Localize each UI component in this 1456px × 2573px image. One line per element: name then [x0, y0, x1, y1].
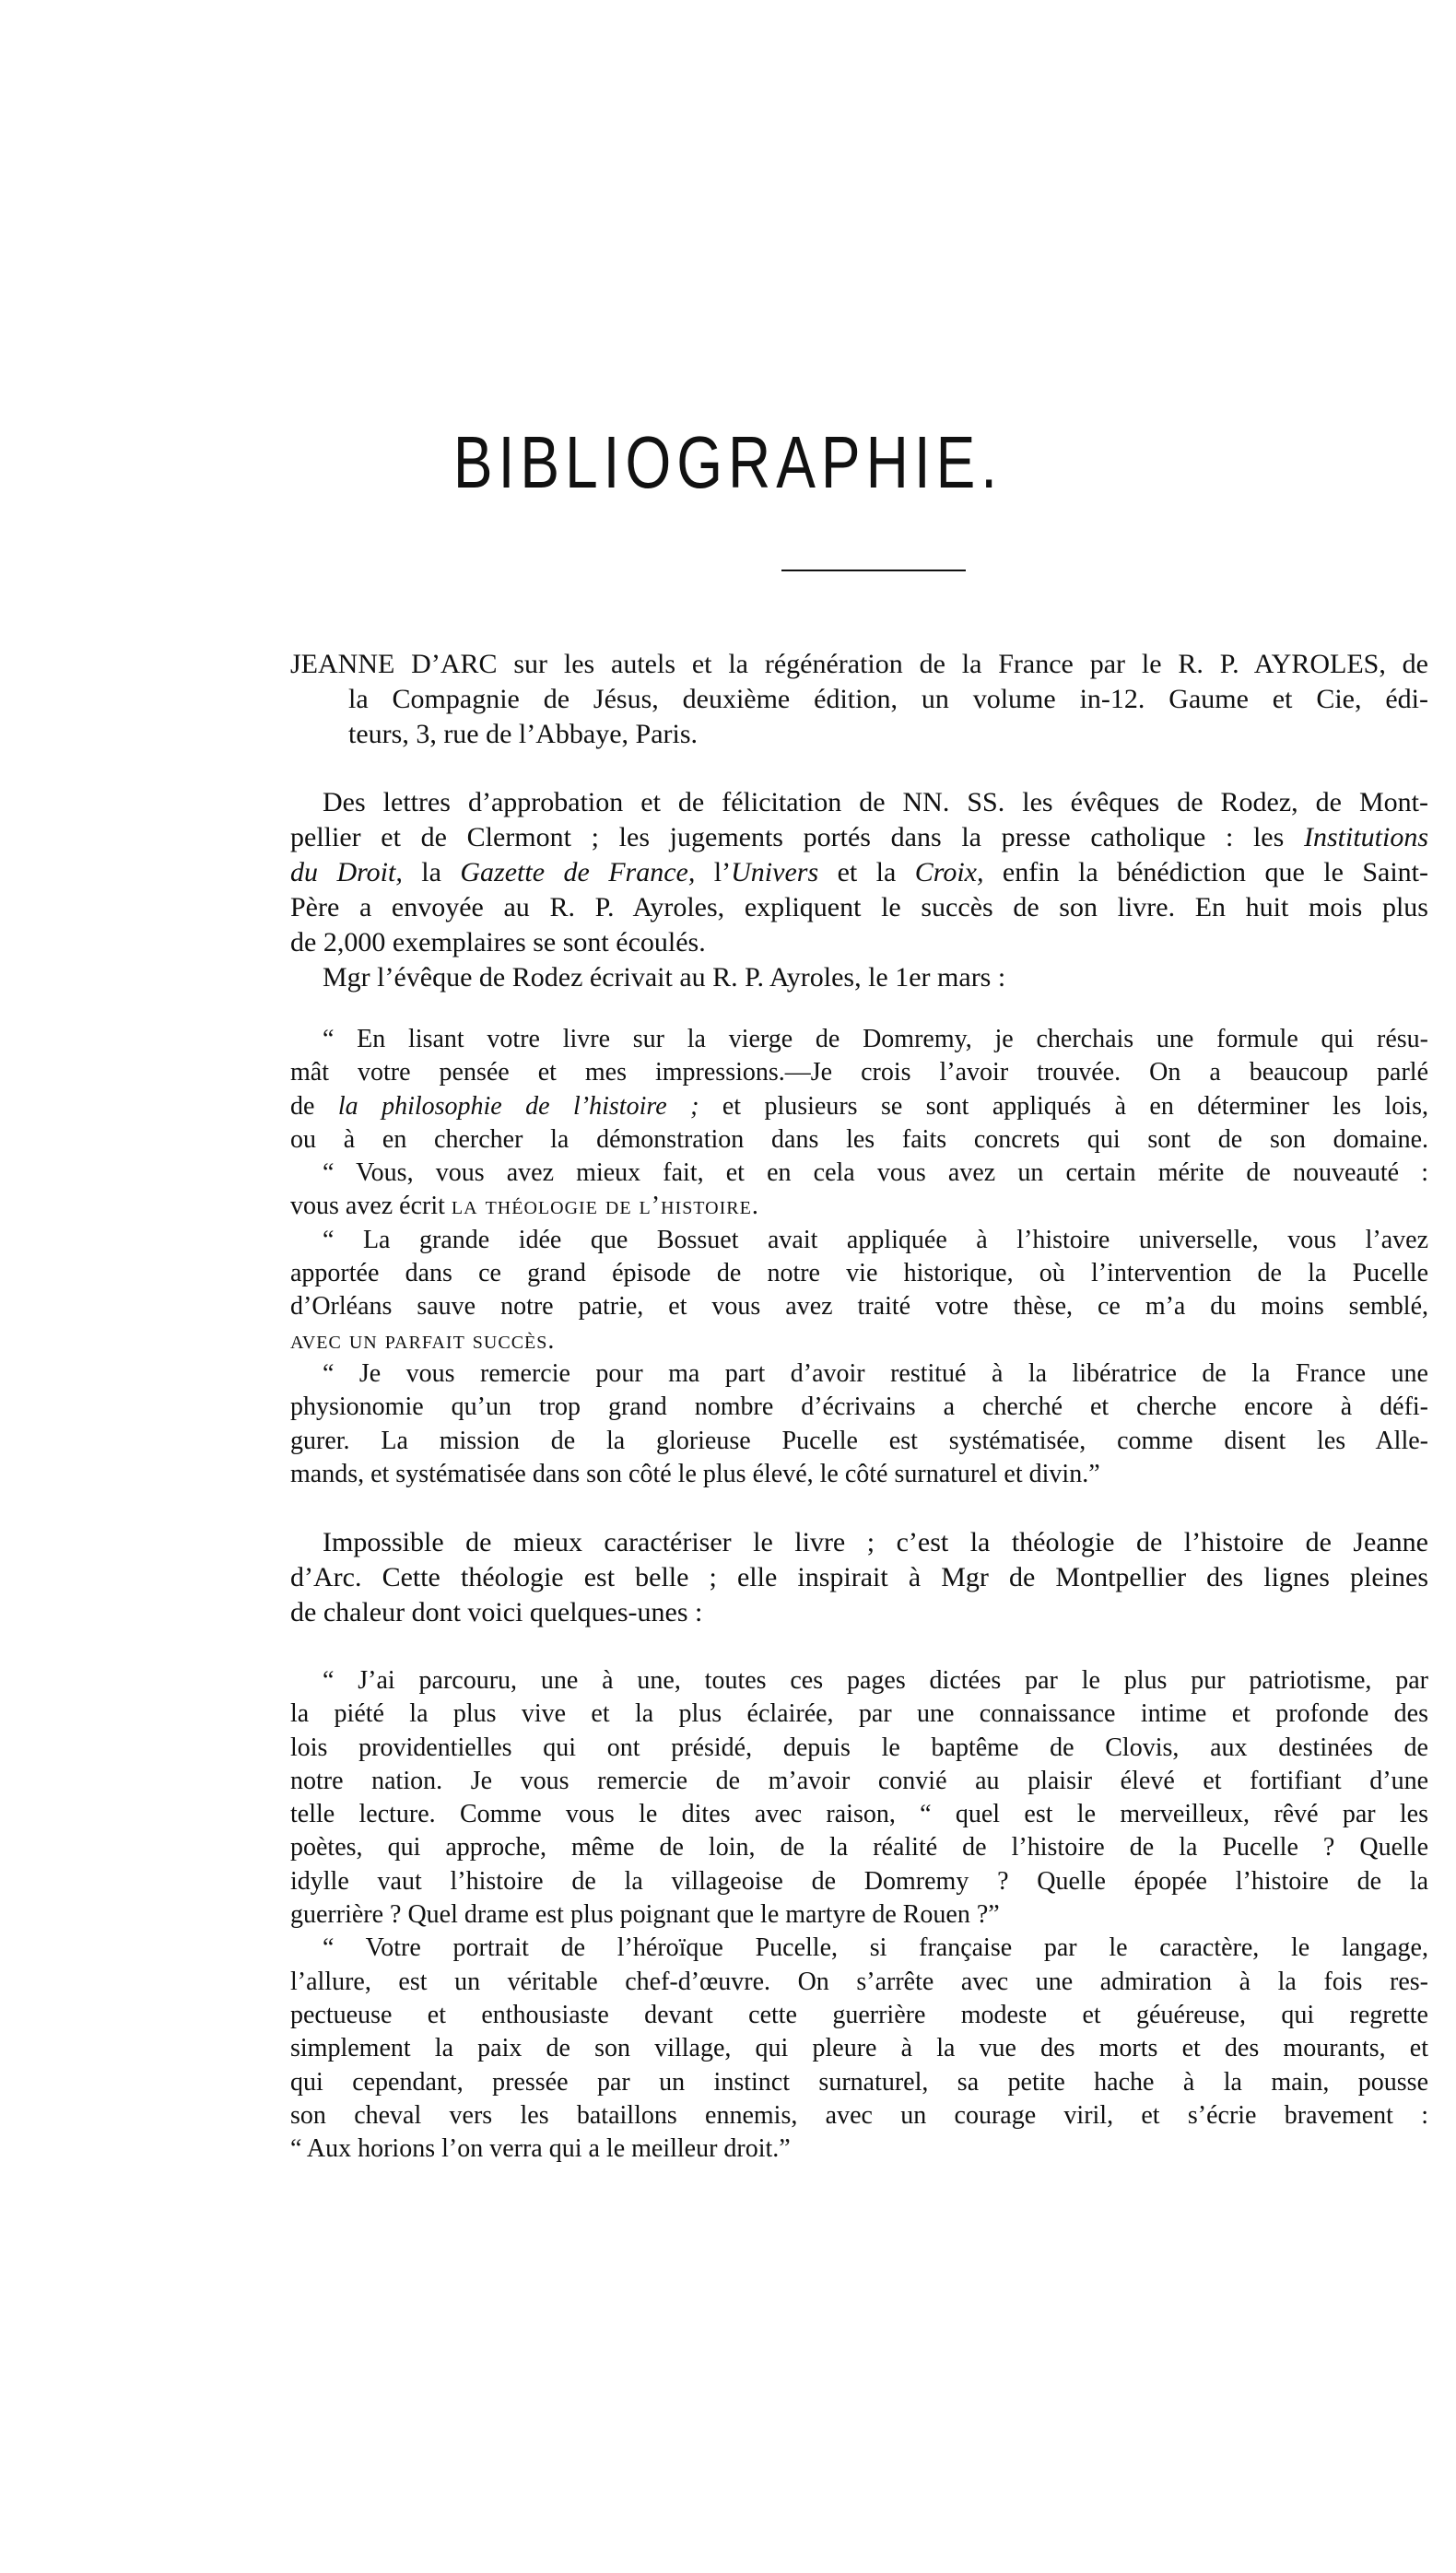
quote-line: vous avez écrit la théologie de l’histoire. — [290, 1192, 759, 1221]
paragraph-line: Impossible de mieux caractériser le livre ; c’est la théologie de l’histoire de Jeanne — [323, 1527, 1428, 1557]
quote-line: “ En lisant votre livre sur la vierge de Domremy, je cherchais une formule qui résu- — [323, 1025, 1428, 1053]
quote-line: notre nation. Je vous remercie de m’avoir convié au plaisir élevé et fortifiant d’une — [290, 1766, 1428, 1795]
quote-line: “ Votre portrait de l’héroïque Pucelle, si française par le caractère, le langage, — [323, 1933, 1428, 1963]
paragraph-line: pellier et de Clermont ; les jugements portés dans la presse catholique : les Institutions — [290, 822, 1429, 852]
paragraph-line: de chaleur dont voici quelques-unes : — [290, 1597, 703, 1627]
quote-line: “ Vous, vous avez mieux fait, et en cela vous avez un certain mérite de nouveauté : — [323, 1158, 1428, 1188]
paragraph-line: de 2,000 exemplaires se sont écoulés. — [290, 927, 706, 958]
quote-line: apportée dans ce grand épisode de notre vie historique, où l’intervention de la Pucelle — [290, 1259, 1428, 1288]
mgr-line: Mgr l’évêque de Rodez écrivait au R. P. Ayroles, le 1er mars : — [323, 962, 1006, 993]
quote-line: idylle vaut l’histoire de la villageoise de Domremy ? Quelle épopée l’histoire de la — [290, 1866, 1428, 1896]
paragraph-line: d’Arc. Cette théologie est belle ; elle inspirait à Mgr de Montpellier des lignes pleines — [290, 1562, 1428, 1592]
title-divider — [781, 570, 966, 571]
quote-line: guerrière ? Quel drame est plus poignant que le martyre de Rouen ?” — [290, 1900, 1000, 1930]
quote-line: “ Aux horions l’on verra qui a le meilleur droit.” — [290, 2134, 791, 2164]
quote-line: physionomie qu’un trop grand nombre d’écrivains a cherché et cherche encore à défi- — [290, 1392, 1428, 1422]
quote-line: mât votre pensée et mes impressions.—Je crois l’avoir trouvée. On a beaucoup parlé — [290, 1058, 1428, 1087]
quotation-montpellier — [290, 1664, 1428, 2166]
quote-line: d’Orléans sauve notre patrie, et vous avez traité votre thèse, ce m’a du moins semblé, — [290, 1292, 1428, 1322]
quote-line: pectueuse et enthousiaste devant cette guerrière modeste et géuéreuse, qui regrette — [290, 2000, 1428, 2029]
quote-line: ou à en chercher la démonstration dans les faits concrets qui sont de son domaine. — [290, 1124, 1428, 1154]
quote-line: son cheval vers les bataillons ennemis, avec un courage viril, et s’écrie bravement : — [290, 2100, 1428, 2130]
quote-line: “ J’ai parcouru, une à une, toutes ces pages dictées par le plus pur patriotisme, par — [323, 1666, 1428, 1695]
quotation-rodez — [290, 1023, 1428, 1491]
quote-line: l’allure, est un véritable chef-d’œuvre. On s’arrête avec une admiration à la fois res- — [290, 1967, 1428, 1996]
page-title: BIBLIOGRAPHIE. — [452, 420, 1004, 504]
quote-line: mands, et systématisée dans son côté le plus élevé, le côté surnaturel et divin.” — [290, 1459, 1100, 1488]
quote-line: de la philosophie de l’histoire ; et plusieurs se sont appliqués à en déterminer les lois, — [290, 1091, 1428, 1121]
quote-line: gurer. La mission de la glorieuse Pucelle est systématisée, comme disent les Alle- — [290, 1426, 1428, 1455]
quote-line: “ Je vous remercie pour ma part d’avoir restitué à la libératrice de la France une — [323, 1358, 1428, 1388]
analysis-paragraph — [290, 1525, 1428, 1630]
intro-paragraph — [290, 785, 1428, 995]
quote-line: “ La grande idée que Bossuet avait appliquée à l’histoire universelle, vous l’avez — [323, 1225, 1428, 1254]
entry-line: JEANNE D’ARC sur les autels et la régénération de la France par le R. P. AYROLES, de — [290, 649, 1428, 679]
quote-line: lois providentielles qui ont présidé, depuis le baptême de Clovis, aux destinées de — [290, 1733, 1428, 1762]
quote-line: poètes, qui approche, même de loin, de la réalité de l’histoire de la Pucelle ? Quelle — [290, 1833, 1428, 1862]
quote-line: simplement la paix de son village, qui pleure à la vue des morts et des mourants, et — [290, 2034, 1428, 2063]
quote-line: telle lecture. Comme vous le dites avec raison, “ quel est le merveilleux, rêvé par les — [290, 1800, 1428, 1829]
quote-line: la piété la plus vive et la plus éclairée, par une connaissance intime et profonde des — [290, 1699, 1428, 1729]
entry-line: la Compagnie de Jésus, deuxième édition, un volume in-12. Gaume et Cie, édi- — [348, 684, 1428, 714]
paragraph-line: du Droit, la Gazette de France, l’Univers et la Croix, enfin la bénédiction que le Saint- — [290, 857, 1428, 887]
entry-line: teurs, 3, rue de l’Abbaye, Paris. — [348, 719, 699, 749]
paragraph-line: Des lettres d’approbation et de félicitation de NN. SS. les évêques de Rodez, de Mont- — [323, 787, 1428, 817]
bibliography-entry — [290, 647, 1428, 752]
paragraph-line: Père a envoyée au R. P. Ayroles, expliquent le succès de son livre. En huit mois plus — [290, 892, 1428, 922]
quote-line: avec un parfait succès. — [290, 1325, 556, 1355]
quote-line: qui cependant, pressée par un instinct surnaturel, sa petite hache à la main, pousse — [290, 2067, 1428, 2097]
